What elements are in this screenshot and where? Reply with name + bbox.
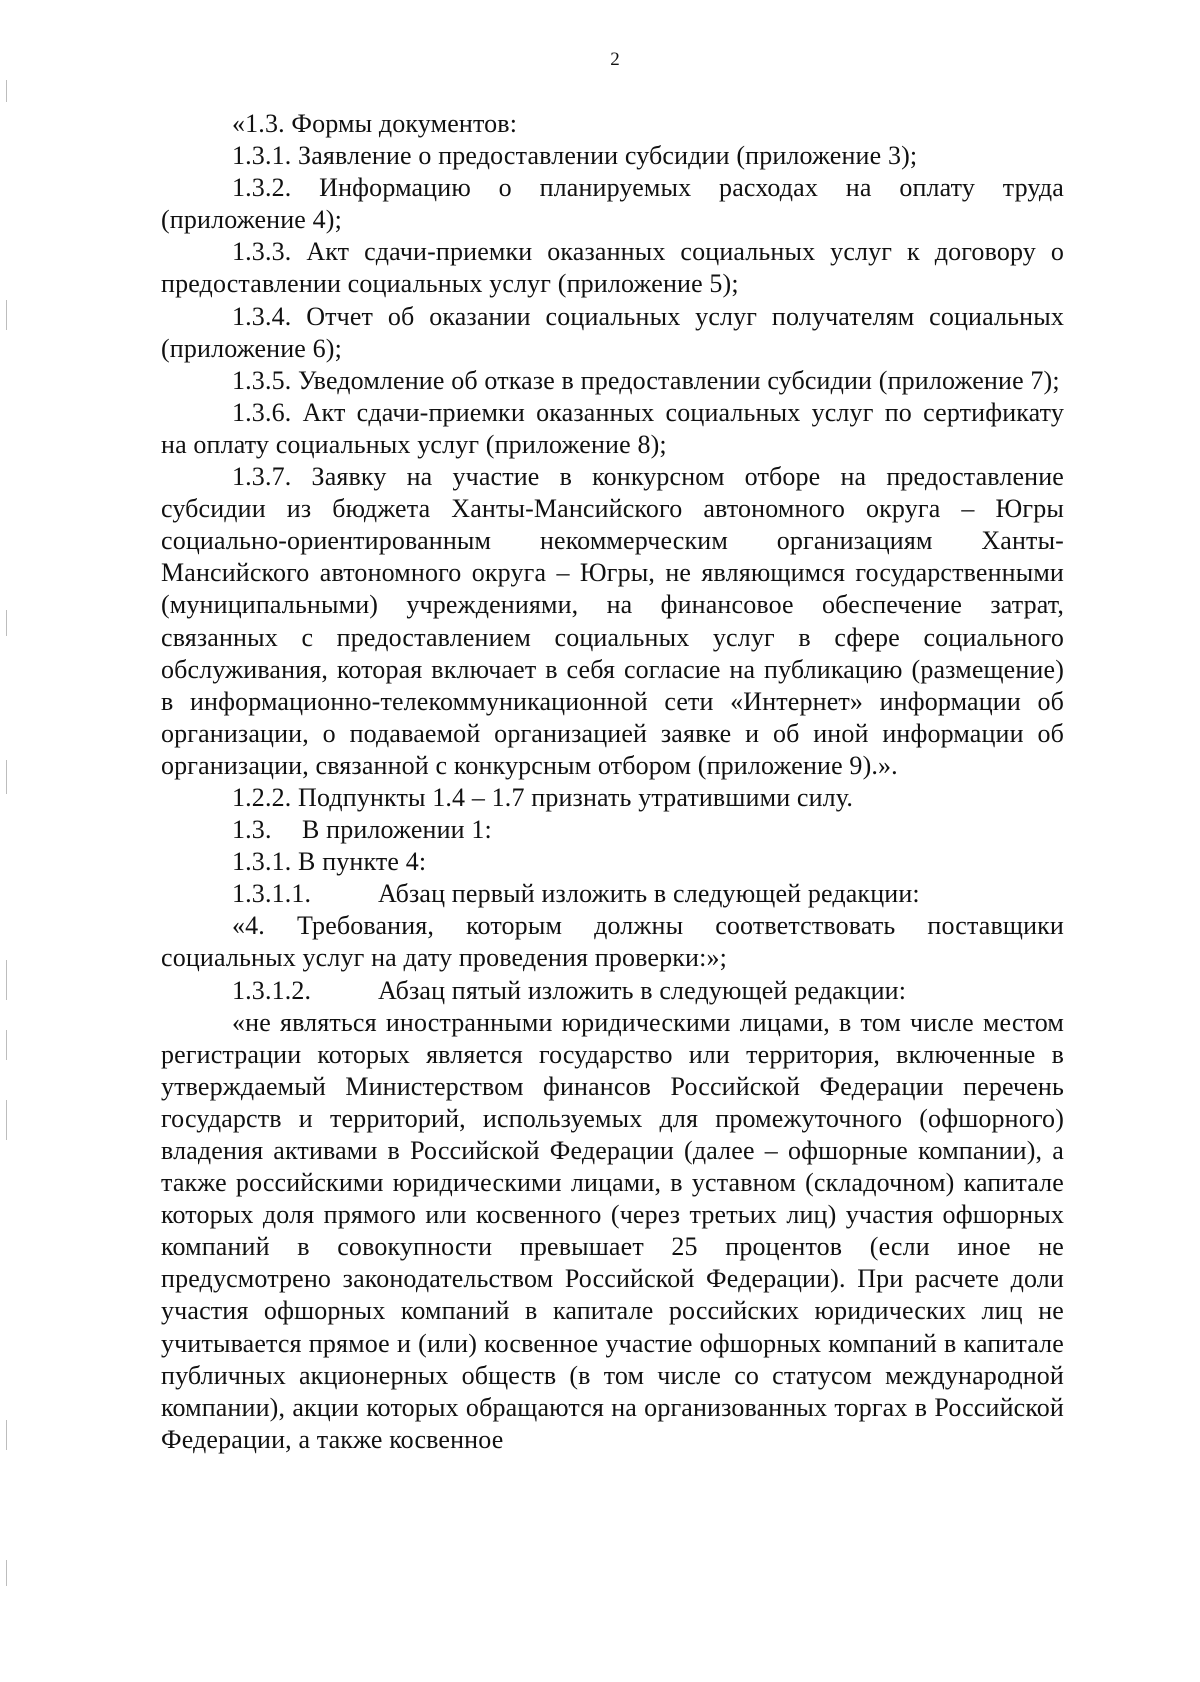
paragraph-text: 1.3.1. В пункте 4: [232, 847, 427, 877]
paragraph-text: «не являться иностранными юридическими лицами, в том числе местом регистрации которых является государство или территория, включенные в утверждаемый Министерством финансов Российской Федерации перечень государств и территорий, используемых для промежуточного (офшорного) владения активами в Российской Федерации (далее – офшорные компании), а также российскими юридическими лицами, в уставном (складочном) капитале которых доля прямого или косвенного (через третьих лиц) участия офшорных компаний в совокупности превышает 25 процентов (если иное не предусмотрено законодательством Российской Федерации). При расчете доли участия офшорных компаний в капитале российских юридических лиц не учитывается прямое и (или) косвенное участие офшорных компаний в капитале публичных акционерных обществ (в том числе со статусом международной компании), акции которых обращаются на организованных торгах в Российской Федерации, а также косвенное [161, 1007, 1064, 1454]
paragraph-text: 1.3.1. Заявление о предоставлении субсидии (приложение 3); [232, 141, 918, 171]
paragraph-number: 1.3.1.1. [232, 879, 312, 909]
paragraph-text: 1.3.7. Заявку на участие в конкурсном отборе на предоставление субсидии из бюджета Ханты-Мансийского автономного округа – Югры социально-ориентированным некоммерческим организациям Ханты-Мансийского автономного округа – Югры, не являющимся государственными (муниципальными) учреждениями, на финансовое обеспечение затрат, связанных с предоставлением социальных услуг в сфере социального обслуживания, которая включает в себя согласие на публикацию (размещение) в информационно-телекоммуникационной сети «Интернет» информации об организации, о подаваемой организацией заявке и об иной информации об организации, связанной с конкурсным отбором (приложение 9).». [161, 462, 1064, 780]
document-body [161, 108, 1064, 1456]
paragraph-1-3-1-1 [161, 878, 1064, 910]
paragraph-forms-heading [161, 108, 1064, 140]
paragraph-text: В приложении 1: [302, 815, 492, 845]
paragraph-1-3-2 [161, 172, 1064, 236]
paragraph-1-3-6 [161, 397, 1064, 461]
paragraph-quote-offshore [161, 1007, 1064, 1456]
paragraph-number: 1.3.1.2. [232, 975, 312, 1005]
paragraph-1-3-7 [161, 461, 1064, 782]
paragraph-1-3-1-2 [161, 975, 1064, 1007]
paragraph-text: 1.3.6. Акт сдачи-приемки оказанных социальных услуг по сертификату на оплату социальных услуг (приложение 8); [161, 397, 1064, 459]
paragraph-1-3-1 [161, 140, 1064, 172]
paragraph-1-3-3 [161, 236, 1064, 300]
page-number: 2 [610, 49, 620, 70]
paragraph-text: Требования, которым должны соответствовать поставщики социальных услуг на дату проведения проверки:»; [161, 911, 1064, 973]
paragraph-text: 1.3.4. Отчет об оказании социальных услуг получателям социальных (приложение 6); [161, 301, 1064, 363]
paragraph-text: Абзац первый изложить в следующей редакции: [378, 879, 920, 909]
paragraph-text: 1.3.3. Акт сдачи-приемки оказанных социальных услуг к договору о предоставлении социальных услуг (приложение 5); [161, 237, 1064, 299]
paragraph-1-3-4 [161, 301, 1064, 365]
paragraph-text: 1.3.5. Уведомление об отказе в предоставлении субсидии (приложение 7); [232, 365, 1060, 395]
paragraph-1-3-5 [161, 365, 1064, 397]
paragraph-number: «4. [232, 911, 265, 941]
paragraph-text: Абзац пятый изложить в следующей редакции: [378, 975, 907, 1005]
scan-margin-marks [6, 0, 10, 1682]
paragraph-quote-4 [161, 910, 1064, 974]
paragraph-text: 1.2.2. Подпункты 1.4 – 1.7 признать утратившими силу. [232, 782, 853, 812]
paragraph-text: 1.3.2. Информацию о планируемых расходах на оплату труда (приложение 4); [161, 173, 1064, 235]
paragraph-1-3-1-point [161, 846, 1064, 878]
paragraph-number: 1.3. [232, 815, 272, 845]
paragraph-text: «1.3. Формы документов: [232, 109, 518, 138]
paragraph-1-3-annex [161, 814, 1064, 846]
paragraph-1-2-2 [161, 782, 1064, 814]
